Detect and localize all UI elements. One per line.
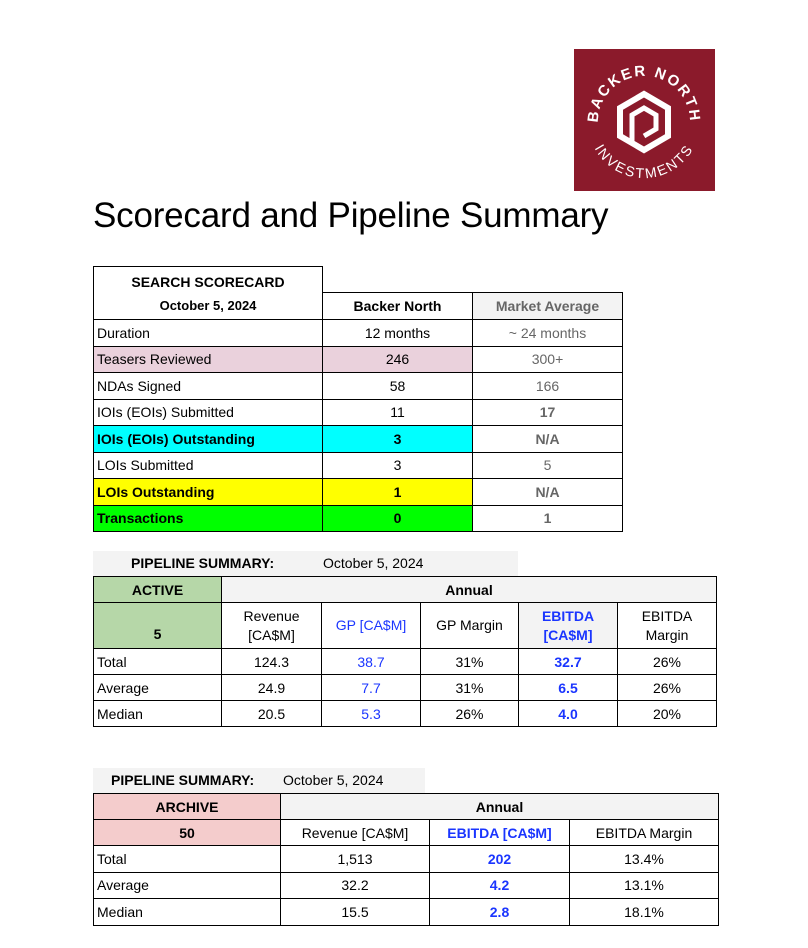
scorecard-row-market: 1 bbox=[472, 505, 623, 533]
scorecard-row-backer: 3 bbox=[322, 452, 473, 480]
pipeline-active-cell: 24.9 bbox=[221, 674, 322, 701]
scorecard-row-market: 166 bbox=[472, 372, 623, 400]
scorecard-row-market: 17 bbox=[472, 399, 623, 427]
scorecard-row-market: 300+ bbox=[472, 346, 623, 374]
pipeline-active-cell: 5.3 bbox=[321, 700, 421, 727]
pipeline-active-col-header: EBITDA Margin bbox=[617, 602, 717, 649]
pipeline-active-cell: 38.7 bbox=[321, 648, 421, 675]
pipeline-archive-cell: 4.2 bbox=[429, 872, 570, 900]
pipeline-active-cell: 6.5 bbox=[518, 674, 618, 701]
scorecard-header-backer: Backer North bbox=[322, 292, 473, 320]
pipeline-active-cell: 4.0 bbox=[518, 700, 618, 727]
pipeline-active-cell: 31% bbox=[420, 674, 519, 701]
scorecard-row-label: IOIs (EOIs) Submitted bbox=[93, 399, 323, 427]
pipeline-active-cell: 26% bbox=[420, 700, 519, 727]
pipeline-active-status-label: ACTIVE bbox=[93, 576, 222, 603]
scorecard-header-market: Market Average bbox=[472, 292, 623, 320]
pipeline-archive-cell: 15.5 bbox=[280, 898, 430, 926]
scorecard-row-backer: 1 bbox=[322, 478, 473, 506]
pipeline-archive-col-header: EBITDA Margin bbox=[569, 819, 719, 846]
pipeline-archive-cell: 18.1% bbox=[569, 898, 719, 926]
pipeline-archive-col-header: EBITDA [CA$M] bbox=[429, 819, 570, 846]
scorecard-row-backer: 0 bbox=[322, 505, 473, 533]
scorecard-row-backer: 58 bbox=[322, 372, 473, 400]
pipeline-active-cell: 20% bbox=[617, 700, 717, 727]
pipeline-active-cell: 32.7 bbox=[518, 648, 618, 675]
hexagon-mark-icon bbox=[620, 94, 668, 150]
pipeline-active-col-header: Revenue [CA$M] bbox=[221, 602, 322, 649]
pipeline-active-date: October 5, 2024 bbox=[323, 555, 424, 571]
page-title: Scorecard and Pipeline Summary bbox=[93, 196, 609, 235]
backer-north-logo bbox=[574, 49, 715, 191]
pipeline-archive-cell: 1,513 bbox=[280, 845, 430, 873]
logo-brand-top: BACKER NORTH bbox=[584, 62, 704, 124]
scorecard-date: October 5, 2024 bbox=[159, 298, 257, 313]
scorecard-row-label: Teasers Reviewed bbox=[93, 346, 323, 374]
pipeline-archive-status-count: 50 bbox=[93, 819, 281, 846]
pipeline-archive-cell: 13.1% bbox=[569, 872, 719, 900]
scorecard-title: SEARCH SCORECARD bbox=[131, 274, 285, 290]
scorecard-row-label: Duration bbox=[93, 319, 323, 347]
pipeline-active-col-header: GP [CA$M] bbox=[321, 602, 421, 649]
pipeline-active-cell: 31% bbox=[420, 648, 519, 675]
pipeline-archive-status-label: ARCHIVE bbox=[93, 793, 281, 820]
pipeline-archive-row-label: Median bbox=[93, 898, 281, 926]
scorecard-title-box bbox=[93, 266, 323, 320]
pipeline-active-annual-label: Annual bbox=[221, 576, 717, 603]
pipeline-archive-annual-label: Annual bbox=[280, 793, 719, 820]
scorecard-row-market: N/A bbox=[472, 425, 623, 453]
pipeline-active-cell: 20.5 bbox=[221, 700, 322, 727]
pipeline-archive-cell: 2.8 bbox=[429, 898, 570, 926]
scorecard-row-backer: 246 bbox=[322, 346, 473, 374]
pipeline-active-cell: 26% bbox=[617, 648, 717, 675]
scorecard-row-market: N/A bbox=[472, 478, 623, 506]
pipeline-archive-date: October 5, 2024 bbox=[283, 772, 384, 788]
scorecard-row-label: IOIs (EOIs) Outstanding bbox=[93, 425, 323, 453]
scorecard-row-label: LOIs Outstanding bbox=[93, 478, 323, 506]
pipeline-archive-row-label: Average bbox=[93, 872, 281, 900]
pipeline-active-cell: 7.7 bbox=[321, 674, 421, 701]
pipeline-active-row-label: Average bbox=[93, 674, 222, 701]
pipeline-archive-heading: PIPELINE SUMMARY: bbox=[111, 772, 255, 788]
pipeline-active-heading: PIPELINE SUMMARY: bbox=[131, 555, 275, 571]
scorecard-row-label: NDAs Signed bbox=[93, 372, 323, 400]
pipeline-active-status-count: 5 bbox=[93, 602, 222, 649]
pipeline-active-cell: 124.3 bbox=[221, 648, 322, 675]
scorecard-row-backer: 12 months bbox=[322, 319, 473, 347]
pipeline-active-row-label: Median bbox=[93, 700, 222, 727]
pipeline-archive-cell: 202 bbox=[429, 845, 570, 873]
pipeline-active-col-header: EBITDA [CA$M] bbox=[518, 602, 618, 649]
logo-brand-bottom: INVESTMENTS bbox=[591, 140, 697, 182]
pipeline-active-cell: 26% bbox=[617, 674, 717, 701]
pipeline-active-col-header: GP Margin bbox=[420, 602, 519, 649]
scorecard-row-market: 5 bbox=[472, 452, 623, 480]
scorecard-row-label: LOIs Submitted bbox=[93, 452, 323, 480]
scorecard-row-backer: 11 bbox=[322, 399, 473, 427]
pipeline-archive-cell: 32.2 bbox=[280, 872, 430, 900]
scorecard-row-backer: 3 bbox=[322, 425, 473, 453]
pipeline-active-row-label: Total bbox=[93, 648, 222, 675]
pipeline-archive-row-label: Total bbox=[93, 845, 281, 873]
pipeline-archive-col-header: Revenue [CA$M] bbox=[280, 819, 430, 846]
pipeline-archive-cell: 13.4% bbox=[569, 845, 719, 873]
scorecard-row-label: Transactions bbox=[93, 505, 323, 533]
scorecard-row-market: ~ 24 months bbox=[472, 319, 623, 347]
